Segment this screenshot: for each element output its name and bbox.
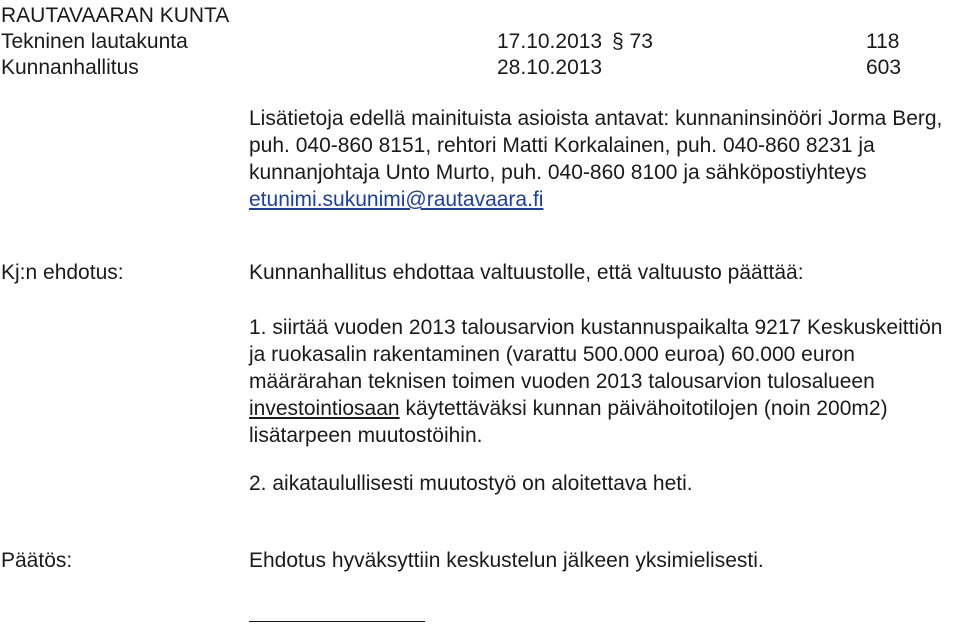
section-number: 73 (629, 30, 653, 53)
header-row1-section (612, 28, 653, 55)
decision-text: Ehdotus hyväksyttiin keskustelun jälkeen yksimielisesti. (249, 549, 764, 572)
header-row2-date: 28.10.2013 (497, 56, 603, 79)
item1-text-after: käytettäväksi kunnan päivähoitotilojen (noin 200m2) lisätarpeen muutostöihin. (249, 397, 888, 447)
item1-text-before: 1. siirtää vuoden 2013 talousarvion kustannuspaikalta 9217 Keskuskeittiön ja ruokasalin rakentaminen (varattu 500.000 euroa) 60.000 euron määrärahan teknisen toimen vuoden 2013 talousarvion tulosalueen (249, 316, 943, 393)
email-link[interactable]: etunimi.sukunimi@rautavaara.fi (249, 188, 544, 211)
decision-label: Päätös: (1, 549, 73, 572)
section-symbol: § (612, 30, 624, 53)
item1-underlined-term: investointiosaan (249, 397, 400, 420)
organization-name: RAUTAVAARAN KUNTA (1, 4, 230, 27)
header-row1-date: 17.10.2013 (497, 30, 603, 53)
proposal-item-1 (249, 314, 954, 449)
header-row2-body: Kunnanhallitus (1, 56, 139, 79)
info-text: Lisätietoja edellä mainituista asioista antavat: kunnaninsinööri Jorma Berg, puh. 040-860 8151, rehtori Matti Korkalainen, puh. 040-860 8231 ja kunnanjohtaja Unto Murto, puh. 040-860 8100 ja sähköpostiyhteys (249, 107, 943, 184)
proposal-item-2: 2. aikataulullisesti muutostyö on aloitettava heti. (249, 472, 693, 495)
proposal-label: Kj:n ehdotus: (1, 261, 124, 284)
proposal-intro: Kunnanhallitus ehdottaa valtuustolle, että valtuusto päättää: (249, 261, 804, 284)
header-row2-page: 603 (866, 56, 902, 79)
header-row1-page: 118 (866, 30, 900, 53)
info-paragraph (249, 105, 954, 213)
header-row1-body: Tekninen lautakunta (1, 30, 188, 53)
signature-line (249, 621, 425, 622)
